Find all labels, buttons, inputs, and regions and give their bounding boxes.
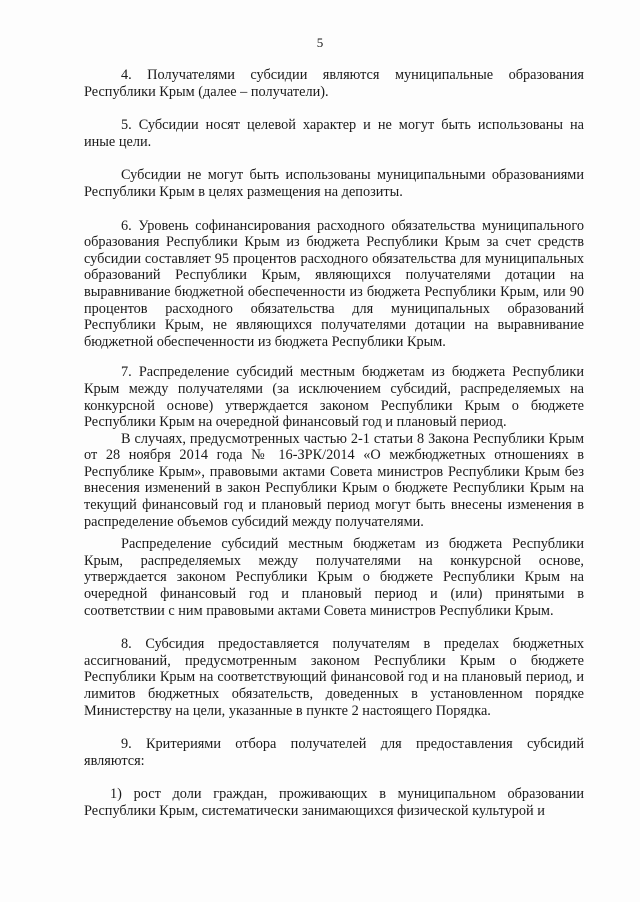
list-item-1: 1) рост доли граждан, проживающих в муниципальном образовании Республики Крым, систематически занимающихся физической культурой и: [84, 786, 584, 819]
paragraph-5-deposits: Субсидии не могут быть использованы муниципальными образованиями Республики Крым в целях размещения на депозиты.: [84, 167, 584, 200]
paragraph-4: 4. Получателями субсидии являются муниципальные образования Республики Крым (далее – получатели).: [84, 67, 584, 100]
paragraph-5: 5. Субсидии носят целевой характер и не могут быть использованы на иные цели.: [84, 117, 584, 150]
paragraph-9: 9. Критериями отбора получателей для предоставления субсидий являются:: [84, 736, 584, 769]
paragraph-7: 7. Распределение субсидий местным бюджетам из бюджета Республики Крым между получателями (за исключением субсидий, распределяемых на конкурсной основе) утверждается законом Республики Крым о бюджете Республики Крым на очередной финансовый год и плановый период.: [84, 364, 584, 431]
paragraph-6: 6. Уровень софинансирования расходного обязательства муниципального образования Республики Крым из бюджета Республики Крым за счет средств субсидии составляет 95 процентов расходного обязательства для муниципальных образований Республики Крым, являющихся получателями дотации на выравнивание бюджетной обеспеченности из бюджета Республики Крым, или 90 процентов расходного обязательства для муниципальных образований Республики Крым, не являющихся получателями дотации на выравнивание бюджетной обеспеченности из бюджета Республики Крым.: [84, 217, 584, 350]
paragraph-8: 8. Субсидия предоставляется получателям в пределах бюджетных ассигнований, предусмотренным законом Республики Крым о бюджете Республики Крым на соответствующий финансовой год и на плановый период, и лимитов бюджетных обязательств, доведенных в установленном порядке Министерству на цели, указанные в пункте 2 настоящего Порядка.: [84, 636, 584, 719]
paragraph-7-cases: В случаях, предусмотренных частью 2-1 статьи 8 Закона Республики Крым от 28 ноября 2014 года № 16-ЗРК/2014 «О межбюджетных отношениях в Республике Крым», правовыми актами Совета министров Республики Крым без внесения изменений в закон Республики Крым о бюджете Республики Крым на текущий финансовый год и плановый период могут быть внесены изменения в распределение объемов субсидий между получателями.: [84, 430, 584, 530]
paragraph-7-competitive: Распределение субсидий местным бюджетам из бюджета Республики Крым, распределяемых между получателями на конкурсной основе, утверждается законом Республики Крым о бюджете Республики Крым на очередной финансовый год и плановый период и (или) принятыми в соответствии с ним правовыми актами Совета министров Республики Крым.: [84, 536, 584, 619]
document-body: [84, 67, 584, 820]
page-number: 5: [316, 35, 324, 50]
